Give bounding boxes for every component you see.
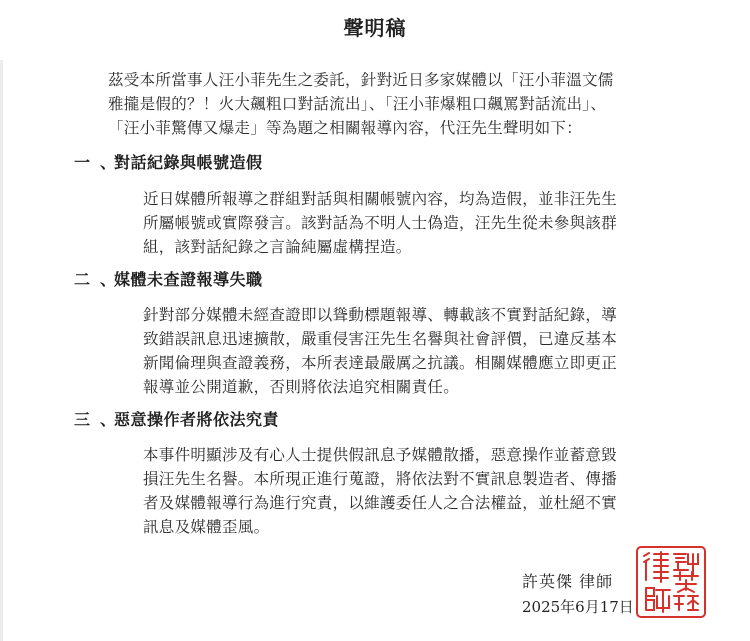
body-line: 所屬帳號或實際發言。該對話為不明人士偽造，汪先生從未參與該群 xyxy=(143,214,618,232)
section-title: 媒體未查證報導失職 xyxy=(114,270,263,289)
body-line: 本事件明顯涉及有心人士提供假訊息予媒體散播，惡意操作並蓄意毀 xyxy=(143,446,618,464)
section-title: 對話紀錄與帳號造假 xyxy=(114,153,263,172)
section-heading-3 xyxy=(74,407,279,430)
section-heading-2 xyxy=(74,267,263,290)
signer-name: 許英傑 xyxy=(522,572,574,591)
section-title: 惡意操作者將依法究責 xyxy=(114,410,280,429)
intro-paragraph xyxy=(108,68,664,140)
body-line: 致錯誤訊息迅速擴散，嚴重侵害汪先生名譽與社會評價，已違反基本 xyxy=(143,330,618,348)
section-separator: 、 xyxy=(100,270,117,289)
intro-line: 雅攏是假的？！火大飆粗口對話流出」、「汪小菲爆粗口飆罵對話流出」、 xyxy=(108,95,607,113)
section-number: 一 xyxy=(74,153,91,172)
section-body-2 xyxy=(143,303,663,399)
page-edge xyxy=(0,60,3,641)
document-title: 聲明稿 xyxy=(343,16,407,40)
body-line: 新聞倫理與查證義務，本所表達最嚴厲之抗議。相關媒體應立即更正 xyxy=(143,354,618,372)
section-body-1 xyxy=(143,187,663,259)
section-number: 二 xyxy=(74,270,91,289)
intro-line: 茲受本所當事人汪小菲先生之委託，針對近日多家媒體以「汪小菲溫文儒 xyxy=(108,71,614,89)
body-line: 者及媒體報導行為進行究責，以維護委任人之合法權益，並杜絕不實 xyxy=(143,494,618,512)
intro-line: 「汪小菲驚傳又爆走」等為題之相關報導內容，代汪先生聲明如下： xyxy=(108,119,583,137)
signer-title: 律師 xyxy=(579,572,614,591)
body-line: 訊息及媒體歪風。 xyxy=(143,518,270,536)
signature-date: 2025年6月17日 xyxy=(522,598,634,616)
body-line: 損汪先生名譽。本所現正進行蒐證，將依法對不實訊息製造者、傳播 xyxy=(143,470,618,488)
signature-line xyxy=(522,569,613,592)
section-number: 三 xyxy=(74,410,91,429)
body-line: 針對部分媒體未經查證即以聳動標題報導、轉載該不實對話紀錄，導 xyxy=(143,306,618,324)
section-separator: 、 xyxy=(100,153,117,172)
body-line: 報導並公開道歉，否則將依法追究相關責任。 xyxy=(143,378,460,396)
body-line: 組，該對話紀錄之言論純屬虛構捏造。 xyxy=(143,238,412,256)
red-square-seal-icon xyxy=(636,546,706,618)
section-body-3 xyxy=(143,443,663,539)
section-heading-1 xyxy=(74,150,263,173)
section-separator: 、 xyxy=(100,410,117,429)
body-line: 近日媒體所報導之群組對話與相關帳號內容，均為造假，並非汪先生 xyxy=(143,190,618,208)
